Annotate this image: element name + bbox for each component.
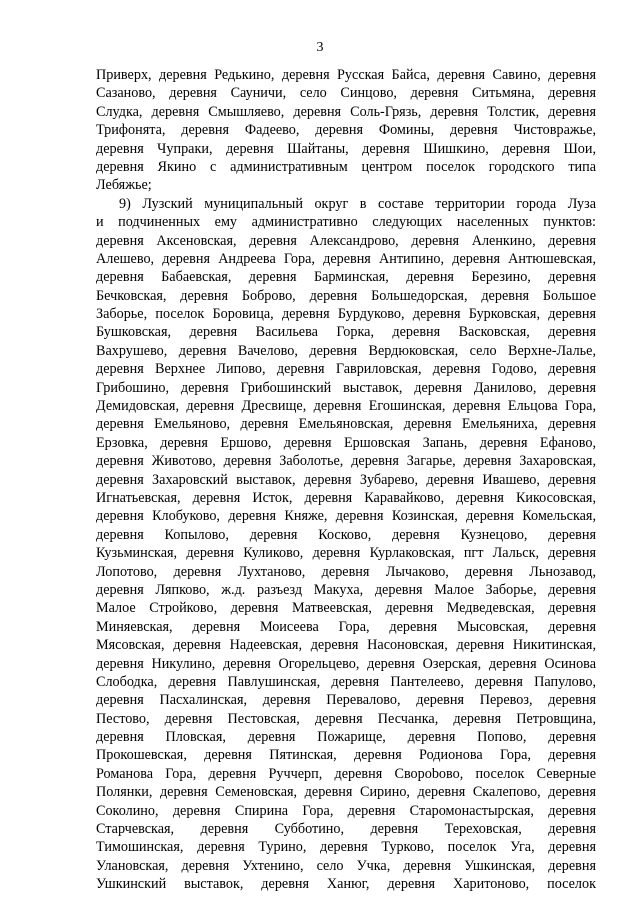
text-line: Демидовская, деревня Дресвище, деревня Егошинская, деревня Ельцова Гора,	[96, 398, 596, 415]
text-line: деревня Захаровский выставок, деревня Зубарево, деревня Ивашево, деревня	[96, 471, 596, 488]
text-line: Старчевская, деревня Субботино, деревня Тереховская, деревня	[96, 821, 596, 838]
text-line: и подчиненных ему административно следующих населенных пунктов:	[96, 214, 596, 231]
text-line: Ушкинский выставок, деревня Ханюг, деревня Харитоново, поселок	[96, 876, 596, 893]
text-line: деревня Якино с административным центром поселок городского типа	[96, 158, 596, 175]
text-line: Лебяжье;	[96, 177, 152, 194]
text-line: Слободка, деревня Павлушинская, деревня Пантелеево, деревня Папулово,	[96, 673, 596, 690]
text-line: деревня Пасхалинская, деревня Перевалово, деревня Перевоз, деревня	[96, 692, 596, 709]
text-line: Заборье, поселок Боровица, деревня Бурдуково, деревня Бурковская, деревня	[96, 306, 596, 323]
text-line: Кузьминская, деревня Куликово, деревня Курлаковская, пгт Лальск, деревня	[96, 545, 596, 562]
text-line: деревня Верхнее Липово, деревня Гавриловская, деревня Годово, деревня	[96, 361, 596, 378]
text-line: деревня Аксеновская, деревня Александрово, деревня Аленкино, деревня	[96, 232, 596, 249]
text-line: 9) Лузский муниципальный округ в составе территории города Луза	[119, 195, 596, 212]
text-line: Прокошевская, деревня Пятинская, деревня Родионова Гора, деревня	[96, 747, 596, 764]
text-line: Бечковская, деревня Боброво, деревня Большедорская, деревня Большое	[96, 287, 596, 304]
text-line: деревня Емельяново, деревня Емельяновская, деревня Емельяниха, деревня	[96, 416, 596, 433]
text-line: Полянки, деревня Семеновская, деревня Сирино, деревня Скалепово, деревня	[96, 784, 596, 801]
text-line: деревня Бабаевская, деревня Барминская, деревня Березино, деревня	[96, 269, 596, 286]
text-line: деревня Копылово, деревня Косково, деревня Кузнецово, деревня	[96, 526, 596, 543]
text-line: Грибошино, деревня Грибошинский выставок, деревня Данилово, деревня	[96, 379, 596, 396]
text-line: Вахрушево, деревня Вачелово, деревня Вердюковская, село Верхне-Лалье,	[96, 342, 596, 359]
text-line: деревня Животово, деревня Заболотье, деревня Загарье, деревня Захаровская,	[96, 453, 596, 470]
text-line: Романова Гора, деревня Руччерп, деревня Сворobово, поселок Северные	[96, 765, 596, 782]
text-line: деревня Ляпково, ж.д. разъезд Макуха, деревня Малое Заборье, деревня	[96, 581, 596, 598]
text-line: деревня Никулино, деревня Огорельцево, деревня Озерская, деревня Осинова	[96, 655, 596, 672]
text-line: Приверх, деревня Редькино, деревня Русская Байса, деревня Савино, деревня	[96, 67, 596, 83]
text-line: Бушковская, деревня Васильева Горка, деревня Васковская, деревня	[96, 324, 596, 341]
text-line: Миняевская, деревня Моисеева Гора, деревня Мысовская, деревня	[96, 618, 596, 635]
text-line: Мясовская, деревня Надеевская, деревня Насоновская, деревня Никитинская,	[96, 637, 596, 654]
text-line: Ерзовка, деревня Ершово, деревня Ершовская Запань, деревня Ефаново,	[96, 434, 596, 451]
text-line: Игнатьевская, деревня Исток, деревня Каравайково, деревня Кикосовская,	[96, 489, 596, 506]
body-text	[96, 66, 596, 894]
text-line: деревня Пловская, деревня Пожарище, деревня Попово, деревня	[96, 729, 596, 746]
text-line: Лопотово, деревня Лухтаново, деревня Лычаково, деревня Льнозавод,	[96, 563, 596, 580]
text-line: Трифонята, деревня Фадеево, деревня Фомины, деревня Чистовражье,	[96, 122, 596, 139]
text-line: Алешево, деревня Андреева Гора, деревня Антипино, деревня Антюшевская,	[96, 250, 596, 267]
text-line: Пестово, деревня Пестовская, деревня Песчанка, деревня Петровщина,	[96, 710, 596, 727]
text-line: Тимошинская, деревня Турино, деревня Турково, поселок Уга, деревня	[96, 839, 596, 856]
text-line: деревня Чупраки, деревня Шайтаны, деревня Шишкино, деревня Шои,	[96, 140, 596, 157]
text-line: Слудка, деревня Смышляево, деревня Соль-Грязь, деревня Толстик, деревня	[96, 103, 596, 120]
text-line: Сазаново, деревня Сауничи, село Синцово, деревня Ситьмяна, деревня	[96, 85, 596, 102]
text-line: деревня Клобуково, деревня Княже, деревня Козинская, деревня Комельская,	[96, 508, 596, 525]
page-number: 3	[316, 40, 324, 55]
text-line: Соколино, деревня Спирина Гора, деревня Старомонастырская, деревня	[96, 802, 596, 819]
text-line: Улановская, деревня Ухтенино, село Учка, деревня Ушкинская, деревня	[96, 857, 596, 874]
text-line: Малое Стройково, деревня Матвеевская, деревня Медведевская, деревня	[96, 600, 596, 617]
